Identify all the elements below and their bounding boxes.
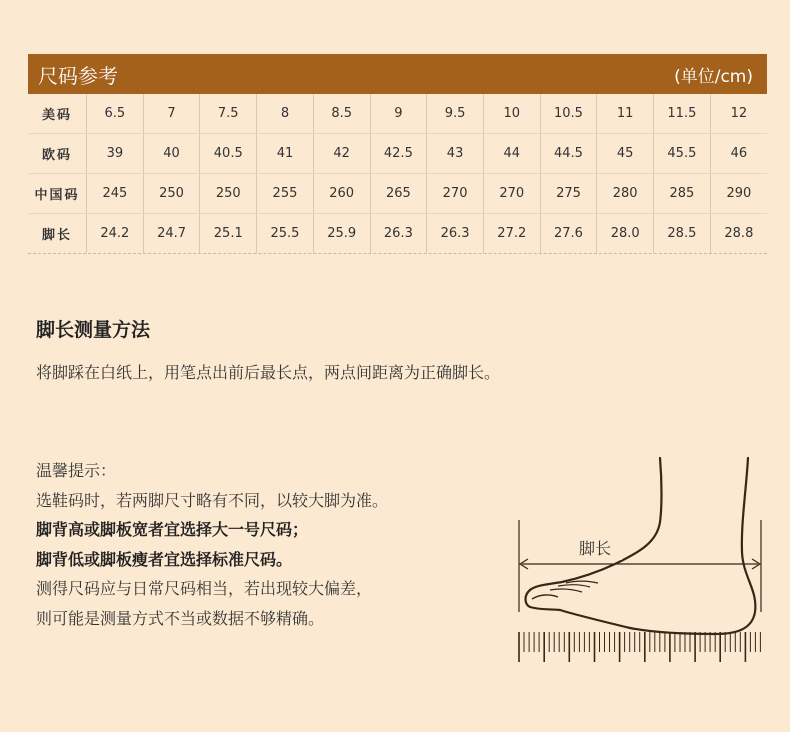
tips-line: 则可能是测量方式不当或数据不够精确。 — [36, 608, 325, 628]
table-cell: 250 — [200, 174, 257, 214]
tips-heading: 温馨提示： — [36, 461, 117, 480]
table-cell: 285 — [654, 174, 711, 214]
table-cell: 40 — [143, 134, 200, 174]
size-chart-header — [28, 54, 767, 94]
table-cell: 270 — [483, 174, 540, 214]
table-cell: 6.5 — [87, 94, 144, 134]
table-cell: 9 — [370, 94, 427, 134]
table-cell: 10 — [483, 94, 540, 134]
size-chart-title: 尺码参考 — [38, 63, 118, 88]
table-cell: 11.5 — [654, 94, 711, 134]
tips — [36, 456, 388, 633]
table-cell: 11 — [597, 94, 654, 134]
table-cell: 7 — [143, 94, 200, 134]
table-cell: 43 — [427, 134, 484, 174]
table-cell: 25.1 — [200, 214, 257, 254]
table-cell: 27.6 — [540, 214, 597, 254]
table-cell: 260 — [313, 174, 370, 214]
table-row — [28, 134, 767, 174]
table-cell: 280 — [597, 174, 654, 214]
tips-line: 选鞋码时，若两脚尺寸略有不同，以较大脚为准。 — [36, 490, 389, 510]
method-text: 将脚踩在白纸上，用笔点出前后最长点，两点间距离为正确脚长。 — [36, 363, 501, 382]
table-cell: 290 — [710, 174, 767, 214]
row-label: 脚长 — [28, 214, 87, 254]
table-cell: 44.5 — [540, 134, 597, 174]
table-cell: 26.3 — [427, 214, 484, 254]
row-label: 美码 — [28, 94, 87, 134]
table-cell: 45.5 — [654, 134, 711, 174]
foot-outline-front — [526, 458, 662, 610]
table-row — [28, 214, 767, 254]
table-cell: 245 — [87, 174, 144, 214]
foot-outline-sole — [560, 610, 630, 628]
table-cell: 28.5 — [654, 214, 711, 254]
toe-detail — [550, 589, 582, 592]
size-chart — [28, 54, 767, 254]
table-cell: 25.9 — [313, 214, 370, 254]
table-cell: 28.0 — [597, 214, 654, 254]
table-cell: 9.5 — [427, 94, 484, 134]
size-table — [28, 94, 767, 253]
tips-line: 脚背低或脚板瘦者宜选择标准尺码。 — [36, 549, 293, 569]
table-cell: 8.5 — [313, 94, 370, 134]
table-cell: 41 — [257, 134, 314, 174]
ruler — [519, 632, 760, 662]
table-cell: 275 — [540, 174, 597, 214]
foot-length-label: 脚长 — [578, 539, 612, 558]
method-title: 脚长测量方法 — [36, 319, 151, 341]
size-chart-unit: (单位/cm) — [674, 66, 753, 87]
toe-detail — [566, 581, 598, 583]
table-cell: 42.5 — [370, 134, 427, 174]
row-label: 欧码 — [28, 134, 87, 174]
table-cell: 46 — [710, 134, 767, 174]
tips-line: 测得尺码应与日常尺码相当，若出现较大偏差， — [36, 579, 373, 598]
table-row — [28, 94, 767, 134]
table-cell: 44 — [483, 134, 540, 174]
table-cell: 24.7 — [143, 214, 200, 254]
table-cell: 39 — [87, 134, 144, 174]
tips-line: 脚背高或脚板宽者宜选择大一号尺码； — [36, 520, 309, 539]
table-cell: 10.5 — [540, 94, 597, 134]
table-cell: 265 — [370, 174, 427, 214]
table-cell: 255 — [257, 174, 314, 214]
table-cell: 270 — [427, 174, 484, 214]
table-cell: 24.2 — [87, 214, 144, 254]
table-cell: 8 — [257, 94, 314, 134]
table-row — [28, 174, 767, 214]
toe-detail — [532, 595, 558, 599]
row-label: 中国码 — [28, 174, 87, 214]
table-cell: 26.3 — [370, 214, 427, 254]
table-cell: 12 — [710, 94, 767, 134]
table-cell: 250 — [143, 174, 200, 214]
table-cell: 45 — [597, 134, 654, 174]
table-cell: 25.5 — [257, 214, 314, 254]
foot-measure-diagram — [510, 452, 772, 670]
table-cell: 27.2 — [483, 214, 540, 254]
table-cell: 40.5 — [200, 134, 257, 174]
table-cell: 42 — [313, 134, 370, 174]
table-cell: 7.5 — [200, 94, 257, 134]
table-cell: 28.8 — [724, 226, 754, 241]
toe-detail — [558, 585, 590, 587]
foot-outline-back — [630, 458, 755, 634]
